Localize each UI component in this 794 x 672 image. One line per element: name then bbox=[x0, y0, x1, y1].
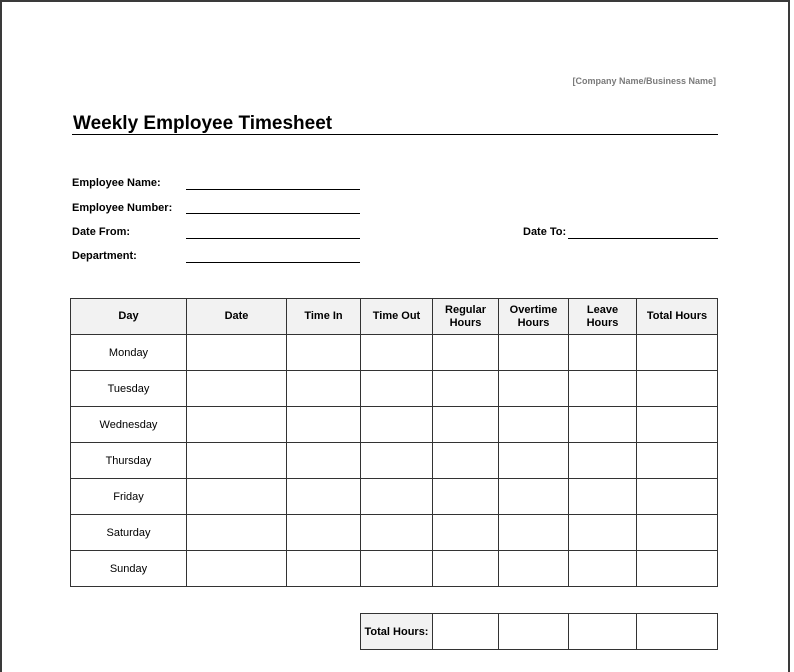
table-row bbox=[71, 335, 718, 371]
regular-hours-cell[interactable] bbox=[433, 371, 499, 407]
date-cell[interactable] bbox=[187, 407, 287, 443]
overtime-hours-cell[interactable] bbox=[499, 551, 569, 587]
leave-hours-cell[interactable] bbox=[569, 443, 637, 479]
date-to-label: Date To: bbox=[523, 226, 567, 238]
table-row bbox=[71, 407, 718, 443]
day-cell: Monday bbox=[71, 335, 187, 371]
total-hours-cell[interactable] bbox=[637, 551, 718, 587]
table-row bbox=[71, 443, 718, 479]
time-in-cell[interactable] bbox=[287, 335, 361, 371]
date-to-field[interactable] bbox=[568, 238, 718, 239]
company-name-placeholder: [Company Name/Business Name] bbox=[572, 76, 716, 86]
regular-hours-cell[interactable] bbox=[433, 335, 499, 371]
column-header-date: Date bbox=[187, 299, 287, 335]
date-cell[interactable] bbox=[187, 515, 287, 551]
totals-table bbox=[360, 613, 718, 650]
table-row bbox=[71, 551, 718, 587]
date-cell[interactable] bbox=[187, 479, 287, 515]
overtime-hours-cell[interactable] bbox=[499, 443, 569, 479]
time-in-cell[interactable] bbox=[287, 551, 361, 587]
total-leave-hours-cell[interactable] bbox=[569, 614, 637, 650]
date-cell[interactable] bbox=[187, 443, 287, 479]
overtime-hours-cell[interactable] bbox=[499, 407, 569, 443]
document-title: Weekly Employee Timesheet bbox=[73, 113, 333, 134]
total-hours-cell[interactable] bbox=[637, 614, 718, 650]
total-hours-cell[interactable] bbox=[637, 371, 718, 407]
total-overtime-hours-cell[interactable] bbox=[499, 614, 569, 650]
column-header-total-hours: Total Hours bbox=[637, 299, 718, 335]
title-underline bbox=[72, 134, 718, 135]
day-cell: Saturday bbox=[71, 515, 187, 551]
day-cell: Friday bbox=[71, 479, 187, 515]
total-regular-hours-cell[interactable] bbox=[433, 614, 499, 650]
day-cell: Tuesday bbox=[71, 371, 187, 407]
time-out-cell[interactable] bbox=[361, 515, 433, 551]
overtime-hours-cell[interactable] bbox=[499, 371, 569, 407]
time-out-cell[interactable] bbox=[361, 335, 433, 371]
employee-name-field[interactable] bbox=[186, 189, 360, 190]
regular-hours-cell[interactable] bbox=[433, 479, 499, 515]
time-out-cell[interactable] bbox=[361, 371, 433, 407]
time-out-cell[interactable] bbox=[361, 443, 433, 479]
column-header-time-out: Time Out bbox=[361, 299, 433, 335]
leave-hours-cell[interactable] bbox=[569, 371, 637, 407]
time-out-cell[interactable] bbox=[361, 479, 433, 515]
column-header-leave-hours: Leave Hours bbox=[569, 299, 637, 335]
time-in-cell[interactable] bbox=[287, 407, 361, 443]
time-out-cell[interactable] bbox=[361, 551, 433, 587]
date-from-label: Date From: bbox=[72, 226, 131, 238]
total-hours-cell[interactable] bbox=[637, 515, 718, 551]
regular-hours-cell[interactable] bbox=[433, 515, 499, 551]
employee-number-label: Employee Number: bbox=[72, 202, 173, 214]
day-cell: Sunday bbox=[71, 551, 187, 587]
employee-number-field[interactable] bbox=[186, 213, 360, 214]
totals-row bbox=[361, 614, 718, 650]
table-row bbox=[71, 479, 718, 515]
table-header-row bbox=[71, 299, 718, 335]
time-out-cell[interactable] bbox=[361, 407, 433, 443]
table-row bbox=[71, 371, 718, 407]
department-label: Department: bbox=[72, 250, 137, 262]
date-cell[interactable] bbox=[187, 335, 287, 371]
regular-hours-cell[interactable] bbox=[433, 551, 499, 587]
table-row bbox=[71, 515, 718, 551]
day-cell: Wednesday bbox=[71, 407, 187, 443]
total-hours-label: Total Hours: bbox=[361, 614, 433, 650]
total-hours-cell[interactable] bbox=[637, 407, 718, 443]
total-hours-cell[interactable] bbox=[637, 443, 718, 479]
time-in-cell[interactable] bbox=[287, 443, 361, 479]
day-cell: Thursday bbox=[71, 443, 187, 479]
column-header-overtime-hours: Overtime Hours bbox=[499, 299, 569, 335]
department-field[interactable] bbox=[186, 262, 360, 263]
total-hours-cell[interactable] bbox=[637, 335, 718, 371]
time-in-cell[interactable] bbox=[287, 515, 361, 551]
column-header-day: Day bbox=[71, 299, 187, 335]
overtime-hours-cell[interactable] bbox=[499, 515, 569, 551]
column-header-regular-hours: Regular Hours bbox=[433, 299, 499, 335]
overtime-hours-cell[interactable] bbox=[499, 335, 569, 371]
overtime-hours-cell[interactable] bbox=[499, 479, 569, 515]
date-from-field[interactable] bbox=[186, 238, 360, 239]
column-header-time-in: Time In bbox=[287, 299, 361, 335]
leave-hours-cell[interactable] bbox=[569, 335, 637, 371]
total-hours-cell[interactable] bbox=[637, 479, 718, 515]
leave-hours-cell[interactable] bbox=[569, 551, 637, 587]
regular-hours-cell[interactable] bbox=[433, 407, 499, 443]
timesheet-table bbox=[70, 298, 718, 587]
time-in-cell[interactable] bbox=[287, 479, 361, 515]
regular-hours-cell[interactable] bbox=[433, 443, 499, 479]
leave-hours-cell[interactable] bbox=[569, 515, 637, 551]
leave-hours-cell[interactable] bbox=[569, 479, 637, 515]
leave-hours-cell[interactable] bbox=[569, 407, 637, 443]
date-cell[interactable] bbox=[187, 371, 287, 407]
time-in-cell[interactable] bbox=[287, 371, 361, 407]
date-cell[interactable] bbox=[187, 551, 287, 587]
employee-name-label: Employee Name: bbox=[72, 177, 161, 189]
